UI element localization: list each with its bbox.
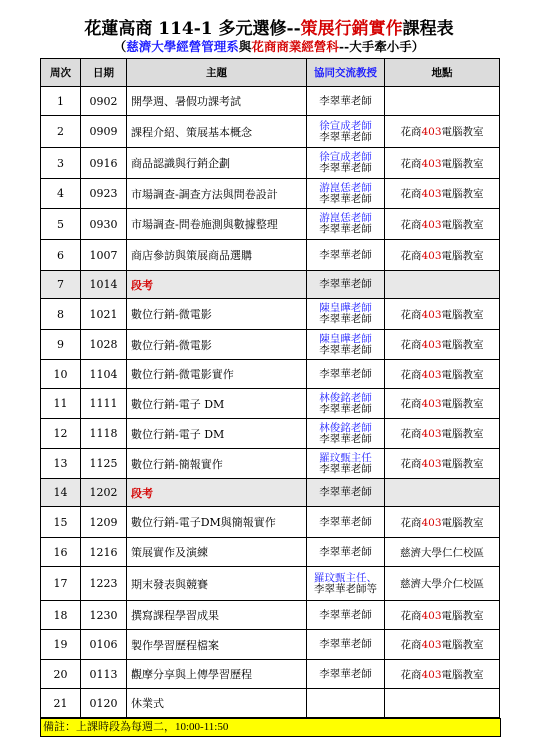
instructor-cell xyxy=(307,538,385,567)
location-cell xyxy=(385,148,500,179)
main-instructor: 李翠華老師 xyxy=(319,638,372,650)
table-row xyxy=(41,449,500,479)
co-instructor: 陳皇曄老師 xyxy=(319,302,372,314)
week-cell: 2 xyxy=(41,116,81,148)
location-prefix: 花商 xyxy=(400,218,422,231)
table-row xyxy=(41,179,500,209)
header-location: 地點 xyxy=(385,59,500,87)
instructor-cell xyxy=(307,87,385,116)
table-row xyxy=(41,689,500,718)
topic-cell: 市場調查-問卷施測與數據整理 xyxy=(127,209,307,240)
location-cell xyxy=(385,271,500,299)
date-cell: 1230 xyxy=(81,601,127,630)
location-prefix: 花商 xyxy=(400,126,422,138)
week-cell: 3 xyxy=(41,148,81,179)
location-prefix: 花商 xyxy=(400,249,422,262)
location-prefix: 花商 xyxy=(400,157,422,170)
location-suffix: 電腦教室 xyxy=(441,368,484,381)
instructor-cell xyxy=(307,507,385,538)
schedule-table xyxy=(40,58,500,718)
topic-cell: 商品認識與行銷企劃 xyxy=(127,148,307,179)
location-suffix: 電腦教室 xyxy=(441,609,484,622)
table-row xyxy=(41,360,500,389)
week-cell: 9 xyxy=(41,330,81,360)
location-prefix: 花商 xyxy=(400,368,422,381)
instructor-cell xyxy=(307,148,385,179)
location-suffix: 電腦教室 xyxy=(441,339,484,351)
week-cell: 11 xyxy=(41,389,81,419)
location-room: 403 xyxy=(421,188,442,200)
location-prefix: 花商 xyxy=(400,308,422,321)
week-cell: 6 xyxy=(41,240,81,271)
week-cell: 21 xyxy=(41,689,81,718)
instructor-cell xyxy=(307,179,385,209)
main-instructor: 李翠華老師 xyxy=(319,278,372,290)
date-cell: 0106 xyxy=(81,630,127,660)
table-row xyxy=(41,630,500,660)
topic-cell: 開學週、暑假功課考試 xyxy=(127,87,307,116)
location-cell xyxy=(385,660,500,689)
co-instructor: 陳皇曄老師 xyxy=(319,332,372,345)
topic-cell: 數位行銷-簡報實作 xyxy=(127,449,307,479)
location-cell xyxy=(385,567,500,601)
subtitle-open: （ xyxy=(113,39,127,54)
date-cell: 0909 xyxy=(81,116,127,148)
location-room: 403 xyxy=(421,516,442,529)
topic-cell: 課程介紹、策展基本概念 xyxy=(127,116,307,148)
main-instructor: 李翠華老師 xyxy=(319,130,372,143)
location-cell xyxy=(385,601,500,630)
topic-cell: 段考 xyxy=(127,479,307,507)
table-row xyxy=(41,209,500,240)
week-cell: 15 xyxy=(41,507,81,538)
main-instructor: 李翠華老師 xyxy=(319,608,372,621)
location-prefix: 花商 xyxy=(400,668,422,681)
footnote: 備註：上課時段為每週二，10:00-11:50 xyxy=(40,718,501,737)
location-cell xyxy=(385,449,500,479)
instructor-cell xyxy=(307,601,385,630)
date-cell: 1014 xyxy=(81,271,127,299)
main-instructor: 李翠華老師 xyxy=(319,313,372,325)
date-cell: 1028 xyxy=(81,330,127,360)
co-instructor: 游崑恁老師 xyxy=(319,181,372,194)
page-title xyxy=(0,14,538,39)
co-instructor: 林俊銘老師 xyxy=(319,391,372,404)
date-cell: 1104 xyxy=(81,360,127,389)
topic-cell: 數位行銷-微電影實作 xyxy=(127,360,307,389)
instructor-cell xyxy=(307,330,385,360)
location-suffix: 電腦教室 xyxy=(441,516,484,529)
week-cell: 13 xyxy=(41,449,81,479)
location-prefix: 花商 xyxy=(400,339,422,351)
instructor-cell xyxy=(307,299,385,330)
main-instructor: 李翠華老師 xyxy=(319,545,372,558)
date-cell: 1216 xyxy=(81,538,127,567)
table-row xyxy=(41,271,500,299)
location-prefix: 花商 xyxy=(400,428,422,440)
date-cell: 1118 xyxy=(81,419,127,449)
subtitle-and: 與 xyxy=(238,39,252,54)
location-suffix: 電腦教室 xyxy=(441,308,484,321)
main-instructor: 李翠華老師 xyxy=(319,402,372,415)
week-cell: 7 xyxy=(41,271,81,299)
main-instructor: 李翠華老師 xyxy=(319,667,372,680)
co-instructor: 羅玟甄主任、 xyxy=(314,571,377,584)
table-row xyxy=(41,660,500,689)
date-cell: 1111 xyxy=(81,389,127,419)
topic-cell: 數位行銷-電子 DM xyxy=(127,389,307,419)
location-suffix: 電腦教室 xyxy=(441,398,484,410)
topic-cell: 數位行銷-微電影 xyxy=(127,299,307,330)
location-prefix: 花商 xyxy=(400,516,422,529)
location-room: 403 xyxy=(421,609,442,622)
location-suffix: 電腦教室 xyxy=(441,157,484,170)
week-cell: 5 xyxy=(41,209,81,240)
title-highlight: 策展行銷實作 xyxy=(300,19,403,39)
title-suffix: 課程表 xyxy=(402,19,454,39)
topic-cell: 商店參訪與策展商品選購 xyxy=(127,240,307,271)
location-room: 403 xyxy=(421,458,442,470)
location-suffix: 電腦教室 xyxy=(441,126,484,138)
location-cell xyxy=(385,419,500,449)
location-prefix: 慈濟大學仁仁校區 xyxy=(400,546,484,559)
header-instructor: 協同交流教授 xyxy=(307,59,385,87)
location-room: 403 xyxy=(421,126,442,138)
topic-cell: 製作學習歷程檔案 xyxy=(127,630,307,660)
location-cell xyxy=(385,389,500,419)
location-suffix: 電腦教室 xyxy=(441,249,484,262)
co-instructor: 徐宣成老師 xyxy=(319,151,372,163)
week-cell: 14 xyxy=(41,479,81,507)
location-suffix: 電腦教室 xyxy=(441,639,484,651)
location-suffix: 電腦教室 xyxy=(441,458,484,470)
location-suffix: 電腦教室 xyxy=(441,218,484,231)
location-cell xyxy=(385,299,500,330)
location-prefix: 慈濟大學介仁校區 xyxy=(400,578,484,590)
date-cell: 1007 xyxy=(81,240,127,271)
main-instructor: 李翠華老師 xyxy=(319,367,372,380)
location-room: 403 xyxy=(421,428,442,440)
header-date: 日期 xyxy=(81,59,127,87)
main-instructor: 李翠華老師等 xyxy=(314,582,377,595)
week-cell: 4 xyxy=(41,179,81,209)
table-row xyxy=(41,330,500,360)
location-room: 403 xyxy=(421,157,442,170)
co-instructor: 林俊銘老師 xyxy=(319,421,372,434)
date-cell: 1021 xyxy=(81,299,127,330)
location-prefix: 花商 xyxy=(400,188,422,200)
instructor-cell xyxy=(307,209,385,240)
location-room: 403 xyxy=(421,249,442,262)
location-suffix: 電腦教室 xyxy=(441,428,484,440)
table-row xyxy=(41,240,500,271)
location-room: 403 xyxy=(421,218,442,231)
week-cell: 16 xyxy=(41,538,81,567)
topic-cell: 期末發表與競賽 xyxy=(127,567,307,601)
main-instructor: 李翠華老師 xyxy=(319,223,372,235)
title-prefix: 花蓮高商 114-1 多元選修-- xyxy=(84,19,301,39)
table-row xyxy=(41,567,500,601)
instructor-cell xyxy=(307,419,385,449)
instructor-cell xyxy=(307,479,385,507)
location-cell xyxy=(385,507,500,538)
location-prefix: 花商 xyxy=(400,398,422,410)
table-row xyxy=(41,601,500,630)
topic-cell: 策展實作及演練 xyxy=(127,538,307,567)
instructor-cell xyxy=(307,630,385,660)
main-instructor: 李翠華老師 xyxy=(319,432,372,445)
subtitle-org2: 花商商業經營科 xyxy=(251,39,339,54)
location-room: 403 xyxy=(421,339,442,351)
location-suffix: 電腦教室 xyxy=(441,188,484,200)
co-instructor: 徐宣成老師 xyxy=(319,119,372,132)
main-instructor: 李翠華老師 xyxy=(319,192,372,205)
date-cell: 0923 xyxy=(81,179,127,209)
location-cell xyxy=(385,209,500,240)
date-cell: 0916 xyxy=(81,148,127,179)
instructor-cell xyxy=(307,389,385,419)
instructor-cell xyxy=(307,360,385,389)
table-row xyxy=(41,538,500,567)
page-subtitle xyxy=(0,37,538,55)
instructor-cell xyxy=(307,240,385,271)
location-cell xyxy=(385,538,500,567)
date-cell: 0113 xyxy=(81,660,127,689)
topic-cell: 數位行銷-電子DM與簡報實作 xyxy=(127,507,307,538)
location-prefix: 花商 xyxy=(400,639,422,651)
week-cell: 20 xyxy=(41,660,81,689)
topic-cell: 休業式 xyxy=(127,689,307,718)
topic-cell: 段考 xyxy=(127,271,307,299)
location-cell xyxy=(385,630,500,660)
schedule-body xyxy=(41,87,500,718)
subtitle-suffix: --大手牽小手） xyxy=(338,39,425,54)
topic-cell: 數位行銷-電子 DM xyxy=(127,419,307,449)
table-row xyxy=(41,299,500,330)
header-week: 周次 xyxy=(41,59,81,87)
main-instructor: 李翠華老師 xyxy=(319,343,372,356)
instructor-cell xyxy=(307,271,385,299)
location-cell xyxy=(385,689,500,718)
date-cell: 1223 xyxy=(81,567,127,601)
topic-cell: 數位行銷-微電影 xyxy=(127,330,307,360)
date-cell: 0120 xyxy=(81,689,127,718)
topic-cell: 市場調查-調查方法與問卷設計 xyxy=(127,179,307,209)
table-row xyxy=(41,148,500,179)
location-prefix: 花商 xyxy=(400,609,422,622)
topic-cell: 觀摩分享與上傳學習歷程 xyxy=(127,660,307,689)
week-cell: 10 xyxy=(41,360,81,389)
week-cell: 17 xyxy=(41,567,81,601)
location-cell xyxy=(385,87,500,116)
subtitle-org1: 慈濟大學經營管理系 xyxy=(126,39,239,54)
week-cell: 18 xyxy=(41,601,81,630)
header-topic: 主題 xyxy=(127,59,307,87)
main-instructor: 李翠華老師 xyxy=(319,515,372,528)
instructor-cell xyxy=(307,449,385,479)
location-cell xyxy=(385,240,500,271)
main-instructor: 李翠華老師 xyxy=(319,462,372,475)
location-prefix: 花商 xyxy=(400,458,422,470)
location-room: 403 xyxy=(421,368,442,381)
table-row xyxy=(41,389,500,419)
week-cell: 8 xyxy=(41,299,81,330)
table-row xyxy=(41,116,500,148)
table-row xyxy=(41,479,500,507)
location-room: 403 xyxy=(421,639,442,651)
location-room: 403 xyxy=(421,398,442,410)
location-suffix: 電腦教室 xyxy=(441,668,484,681)
main-instructor: 李翠華老師 xyxy=(319,486,372,498)
location-cell xyxy=(385,479,500,507)
main-instructor: 李翠華老師 xyxy=(319,94,372,107)
location-cell xyxy=(385,330,500,360)
location-room: 403 xyxy=(421,668,442,681)
week-cell: 1 xyxy=(41,87,81,116)
instructor-cell xyxy=(307,116,385,148)
instructor-cell xyxy=(307,689,385,718)
location-room: 403 xyxy=(421,308,442,321)
location-cell xyxy=(385,360,500,389)
location-cell xyxy=(385,116,500,148)
table-row xyxy=(41,87,500,116)
co-instructor: 游崑恁老師 xyxy=(319,212,372,224)
date-cell: 0902 xyxy=(81,87,127,116)
instructor-cell xyxy=(307,567,385,601)
date-cell: 0930 xyxy=(81,209,127,240)
table-row xyxy=(41,419,500,449)
date-cell: 1125 xyxy=(81,449,127,479)
week-cell: 19 xyxy=(41,630,81,660)
date-cell: 1209 xyxy=(81,507,127,538)
week-cell: 12 xyxy=(41,419,81,449)
table-header-row xyxy=(41,59,500,87)
main-instructor: 李翠華老師 xyxy=(319,248,372,261)
main-instructor: 李翠華老師 xyxy=(319,162,372,174)
instructor-cell xyxy=(307,660,385,689)
location-cell xyxy=(385,179,500,209)
topic-cell: 撰寫課程學習成果 xyxy=(127,601,307,630)
co-instructor: 羅玟甄主任 xyxy=(319,451,372,464)
table-row xyxy=(41,507,500,538)
date-cell: 1202 xyxy=(81,479,127,507)
